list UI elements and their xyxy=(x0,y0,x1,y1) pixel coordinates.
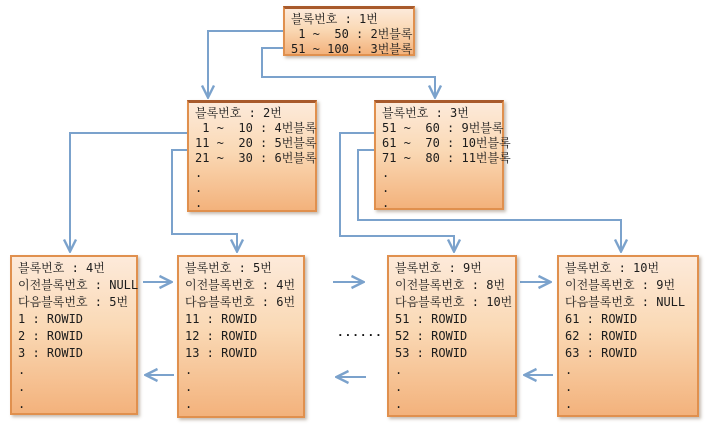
node-line: 1 ~ 50 : 2번블록 xyxy=(291,27,413,41)
node-line: . xyxy=(565,397,573,411)
node-line: 62 : ROWID xyxy=(565,329,638,343)
node-line: 블록번호 : 10번 xyxy=(565,261,660,275)
node-block-4 xyxy=(10,255,138,415)
node-line: . xyxy=(18,363,26,377)
node-line: . xyxy=(195,196,203,210)
node-line: 블록번호 : 3번 xyxy=(382,106,469,120)
node-line: . xyxy=(395,363,403,377)
node-line: 이전블록번호 : 8번 xyxy=(395,278,506,292)
node-line: . xyxy=(18,380,26,394)
node-line: . xyxy=(565,363,573,377)
node-line: 71 ~ 80 : 11번블록 xyxy=(382,151,511,165)
node-line: . xyxy=(195,181,203,195)
node-line: . xyxy=(382,196,390,210)
node-block-5 xyxy=(177,255,305,418)
node-line: 61 ~ 70 : 10번블록 xyxy=(382,136,511,150)
node-block-2 xyxy=(187,100,317,212)
node-line: . xyxy=(565,380,573,394)
node-line: 13 : ROWID xyxy=(185,346,258,360)
node-line: 이전블록번호 : NULL xyxy=(18,278,139,292)
node-line: 2 : ROWID xyxy=(18,329,84,343)
node-block-10 xyxy=(557,255,699,417)
node-line: 51 : ROWID xyxy=(395,312,468,326)
node-line: 블록번호 : 4번 xyxy=(18,261,105,275)
node-line: 3 : ROWID xyxy=(18,346,84,360)
leaf-chain-ellipsis: ...... xyxy=(337,326,383,339)
node-line: 11 ~ 20 : 5번블록 xyxy=(195,136,317,150)
node-line: 다음블록번호 : 6번 xyxy=(185,295,296,309)
node-line: 52 : ROWID xyxy=(395,329,468,343)
node-line: 12 : ROWID xyxy=(185,329,258,343)
node-line: . xyxy=(18,397,26,411)
node-line: 이전블록번호 : 9번 xyxy=(565,278,676,292)
node-line: . xyxy=(185,363,193,377)
node-line: 61 : ROWID xyxy=(565,312,638,326)
node-line: 1 : ROWID xyxy=(18,312,84,326)
node-block-9 xyxy=(387,255,517,417)
node-line: 다음블록번호 : 10번 xyxy=(395,295,513,309)
node-line: 1 ~ 10 : 4번블록 xyxy=(195,121,317,135)
node-line: 21 ~ 30 : 6번블록 xyxy=(195,151,317,165)
node-line: 블록번호 : 2번 xyxy=(195,106,282,120)
node-line: 63 : ROWID xyxy=(565,346,638,360)
node-line: 다음블록번호 : 5번 xyxy=(18,295,129,309)
node-line: 11 : ROWID xyxy=(185,312,258,326)
node-line: 53 : ROWID xyxy=(395,346,468,360)
node-line: . xyxy=(185,380,193,394)
node-line: . xyxy=(382,181,390,195)
node-line: 51 ~ 60 : 9번블록 xyxy=(382,121,504,135)
node-line: 51 ~ 100 : 3번블록 xyxy=(291,42,413,56)
node-line: 블록번호 : 5번 xyxy=(185,261,272,275)
node-block-1 xyxy=(283,6,415,56)
node-line: . xyxy=(395,380,403,394)
node-line: . xyxy=(395,397,403,411)
connector-root-to-block2 xyxy=(208,31,283,96)
node-line: . xyxy=(185,397,193,411)
node-line: 블록번호 : 1번 xyxy=(291,12,378,26)
node-line: . xyxy=(382,166,390,180)
node-line: 다음블록번호 : NULL xyxy=(565,295,686,309)
node-line: . xyxy=(195,166,203,180)
connector-block2-to-block4 xyxy=(70,133,187,250)
node-line: 블록번호 : 9번 xyxy=(395,261,482,275)
node-block-3 xyxy=(374,100,511,210)
node-line: 이전블록번호 : 4번 xyxy=(185,278,296,292)
